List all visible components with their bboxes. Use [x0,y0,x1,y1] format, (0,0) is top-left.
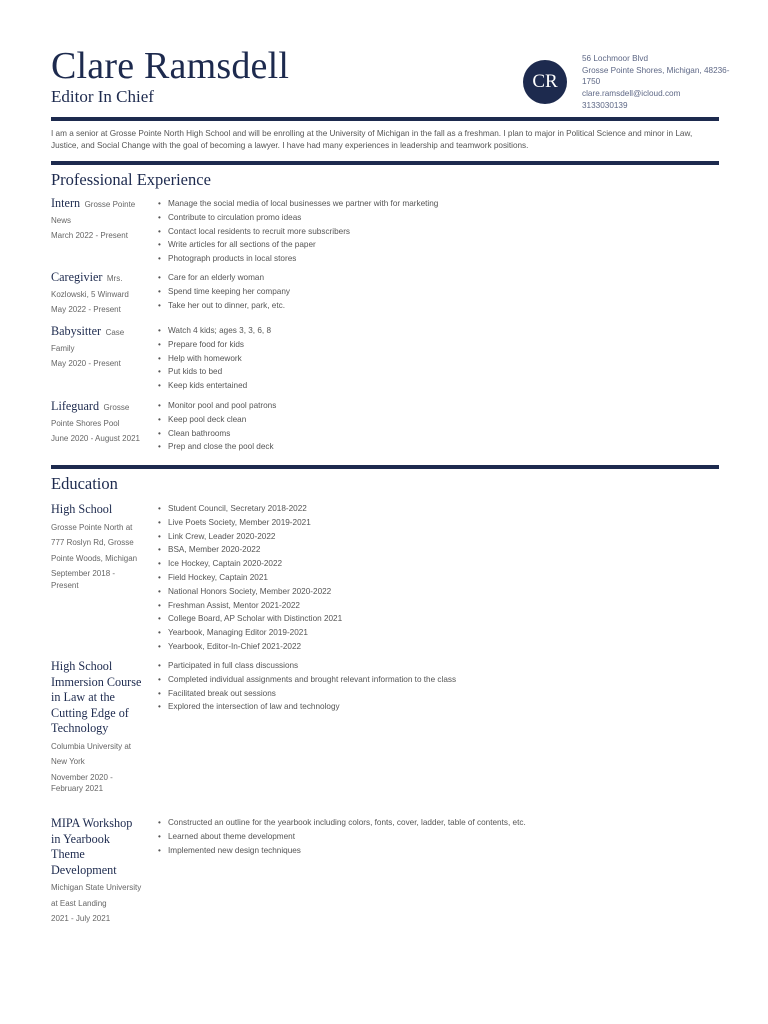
role-date: June 2020 - August 2021 [51,434,140,443]
resume-header [51,44,730,116]
list-item: • Facilitated break out sessions [158,687,718,701]
candidate-title: Editor In Chief [51,87,154,106]
role-title: Caregivier [51,270,103,284]
list-item: • Yearbook, Editor-In-Chief 2021-2022 [158,640,718,654]
candidate-name: Clare Ramsdell [51,45,290,87]
experience-entry-lifeguard [51,399,143,445]
list-item: • Take her out to dinner, park, etc. [158,299,718,313]
address-line-2: Grosse Pointe Shores, Michigan, 48236-1750 [582,65,730,87]
education-org: Grosse Pointe North at 777 Roslyn Rd, Grosse Pointe Woods, Michigan [51,522,138,563]
list-item: • Participated in full class discussions [158,659,718,673]
education-title: MIPA Workshop in Yearbook Theme Development [51,816,133,877]
list-item: • Constructed an outline for the yearbook including colors, fonts, cover, ladder, table of contents, etc. [158,816,718,830]
email-link[interactable]: clare.ramsdell@icloud.com [582,89,681,99]
experience-entry-caregiver [51,270,143,316]
list-item: • Link Crew, Leader 2020-2022 [158,530,718,544]
list-item: • Put kids to bed [158,365,718,379]
list-item: • Live Poets Society, Member 2019-2021 [158,516,718,530]
role-title: Lifeguard [51,399,100,413]
list-item: • Prep and close the pool deck [158,440,718,454]
education-heading: Education [51,474,118,493]
education-date: November 2020 - February 2021 [51,772,113,793]
role-date: May 2020 - Present [51,359,121,368]
header-divider [51,117,719,121]
list-item: • Monitor pool and pool patrons [158,399,718,413]
list-item: • Care for an elderly woman [158,271,718,285]
education-date: September 2018 - Present [51,569,116,590]
list-item: • Learned about theme development [158,830,718,844]
list-item: • Ice Hockey, Captain 2020-2022 [158,557,718,571]
role-date: March 2022 - Present [51,231,128,240]
list-item: • Keep kids entertained [158,379,718,393]
list-item: • Watch 4 kids; ages 3, 3, 6, 8 [158,324,718,338]
list-item: • Field Hockey, Captain 2021 [158,571,718,585]
list-item: • Completed individual assignments and brought relevant information to the class [158,673,718,687]
role-date: May 2022 - Present [51,305,121,314]
role-org: Grosse Pointe Shores Pool [51,403,130,428]
list-item: • Freshman Assist, Mentor 2021-2022 [158,599,718,613]
experience-entry-intern [51,196,143,242]
list-item: • Explored the intersection of law and technology [158,700,718,714]
education-org: Michigan State University at East Landing [51,883,142,908]
role-org: Grosse Pointe News [51,200,136,225]
phone-number: 3133030139 [582,100,628,110]
experience-heading: Professional Experience [51,170,211,189]
list-item: • Spend time keeping her company [158,285,718,299]
experience-entry-babysitter [51,324,143,370]
list-item: • Contact local residents to recruit more subscribers [158,225,718,239]
list-item: • National Honors Society, Member 2020-2022 [158,585,718,599]
list-item: • Yearbook, Managing Editor 2019-2021 [158,626,718,640]
list-item: • Student Council, Secretary 2018-2022 [158,502,718,516]
list-item: • Photograph products in local stores [158,252,718,266]
list-item: • BSA, Member 2020-2022 [158,543,718,557]
role-title: Intern [51,196,81,210]
education-entry-columbia [51,659,143,795]
role-title: Babysitter [51,324,102,338]
list-item: • Clean bathrooms [158,427,718,441]
education-bullets-high-school [158,502,718,654]
monogram-badge: CR [523,60,567,104]
list-item: • College Board, AP Scholar with Distinction 2021 [158,612,718,626]
education-entry-mipa [51,816,143,925]
education-bullets-columbia [158,659,718,714]
summary-divider [51,161,719,165]
list-item: • Write articles for all sections of the paper [158,238,718,252]
list-item: • Contribute to circulation promo ideas [158,211,718,225]
list-item: • Implemented new design techniques [158,844,718,858]
experience-divider [51,465,719,469]
education-date: 2021 - July 2021 [51,914,111,923]
contact-block [582,53,732,112]
list-item: • Help with homework [158,352,718,366]
education-bullets-mipa [158,816,718,857]
list-item: • Keep pool deck clean [158,413,718,427]
experience-bullets-caregiver [158,271,718,312]
role-org: Case Family [51,328,125,353]
education-title: High School Immersion Course in Law at the Cutting Edge of Technology [51,659,142,735]
experience-bullets-lifeguard [158,399,718,454]
summary-text: I am a senior at Grosse Pointe North High School and will be enrolling at the University of Michigan in the fall as a freshman. I plan to major in Political Science and minor in Law, Justice, and Social Change with the goal of becoming a lawyer. I have had many experiences in leadership and teamwork positions. [51,129,693,150]
list-item: • Manage the social media of local businesses we partner with for marketing [158,197,718,211]
education-title: High School [51,502,113,516]
education-entry-high-school [51,502,143,591]
address-line-1: 56 Lochmoor Blvd [582,54,648,63]
role-org: Mrs. Kozlowski, 5 Winward [51,274,129,299]
experience-bullets-babysitter [158,324,718,393]
list-item: • Prepare food for kids [158,338,718,352]
education-org: Columbia University at New York [51,741,132,766]
experience-bullets-intern [158,197,718,266]
